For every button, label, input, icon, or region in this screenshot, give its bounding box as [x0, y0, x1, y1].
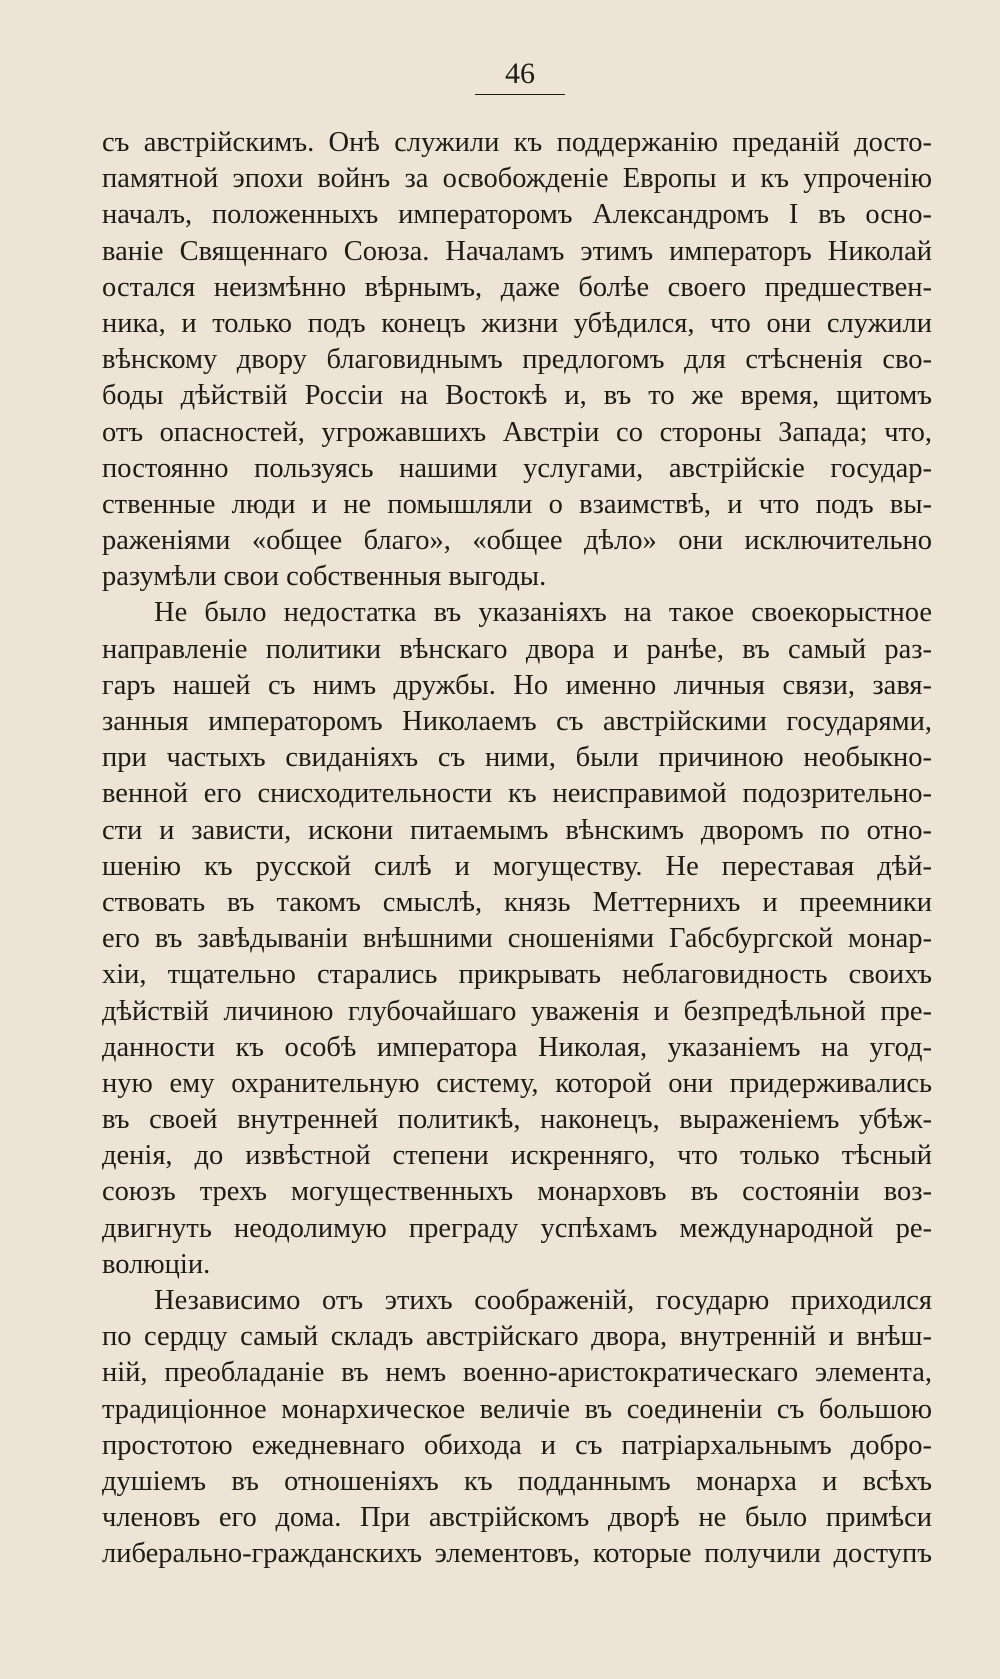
text-line: по сердцу самый складъ австрійскаго двора, внутренній и внѣш- — [102, 1321, 932, 1353]
paragraph-1 — [102, 125, 932, 595]
body-text — [102, 125, 932, 1573]
text-line: сти и зависти, искони питаемымъ вѣнскимъ дворомъ по отно- — [102, 814, 932, 846]
text-line: союзъ трехъ могущественныхъ монарховъ въ состояніи воз- — [102, 1176, 932, 1208]
text-line: гаръ нашей съ нимъ дружбы. Но именно личныя связи, завя- — [102, 669, 932, 701]
text-line: Не было недостатка въ указаніяхъ на такое своекорыстное — [154, 597, 932, 629]
text-line: денія, до извѣстной степени искренняго, что только тѣсный — [102, 1140, 932, 1172]
text-line: ную ему охранительную систему, которой они придерживались — [102, 1067, 932, 1099]
text-line: дѣйствій личиною глубочайшаго уваженія и безпредѣльной пре- — [102, 995, 932, 1027]
page-number: 46 — [475, 56, 565, 95]
text-line: разумѣли свои собственныя выгоды. — [102, 561, 547, 593]
text-line: волюціи. — [102, 1248, 211, 1280]
text-line: направленіе политики вѣнскаго двора и ранѣе, въ самый раз- — [102, 633, 932, 665]
text-line: остался неизмѣнно вѣрнымъ, даже болѣе своего предшествен- — [102, 271, 932, 303]
text-line: данности къ особѣ императора Николая, указаніемъ на угод- — [102, 1031, 932, 1063]
text-line: занныя императоромъ Николаемъ съ австрійскими государями, — [102, 706, 932, 737]
text-line: вѣнскому двору благовиднымъ предлогомъ для стѣсненія сво- — [102, 344, 932, 376]
text-line: членовъ его дома. При австрійскомъ дворѣ не было примѣси — [102, 1502, 932, 1534]
paragraph-3 — [102, 1283, 932, 1573]
text-line: ваніе Священнаго Союза. Началамъ этимъ императоръ Николай — [102, 235, 932, 267]
text-line: простотою ежедневнаго обихода и съ патріархальнымъ добро- — [102, 1429, 932, 1461]
text-line: при частыхъ свиданіяхъ съ ними, были причиною необыкно- — [102, 742, 932, 774]
text-line: постоянно пользуясь нашими услугами, австрійскіе государ- — [102, 452, 932, 484]
text-line: началъ, положенныхъ императоромъ Александромъ I въ осно- — [102, 199, 932, 231]
text-line: шенію къ русской силѣ и могуществу. Не переставая дѣй- — [102, 850, 932, 882]
text-line: ственные люди и не помышляли о взаимствѣ, и что подъ вы- — [102, 488, 932, 520]
text-line: раженіями «общее благо», «общее дѣло» они исключительно — [102, 525, 932, 557]
text-line: ствовать въ такомъ смыслѣ, князь Меттернихъ и преемники — [102, 886, 932, 918]
text-line: двигнуть неодолимую преграду успѣхамъ международной ре- — [102, 1212, 932, 1244]
text-line: боды дѣйствій Россіи на Востокѣ и, въ то же время, щитомъ — [102, 380, 932, 412]
text-line: душіемъ въ отношеніяхъ къ подданнымъ монарха и всѣхъ — [102, 1465, 932, 1497]
text-line: ній, преобладаніе въ немъ военно-аристократическаго элемента, — [102, 1357, 932, 1389]
text-line: отъ опасностей, угрожавшихъ Австріи со стороны Запада; что, — [102, 416, 932, 448]
text-line: хіи, тщательно старались прикрывать неблаговидность своихъ — [102, 959, 932, 991]
text-line: его въ завѣдываніи внѣшними сношеніями Габсбургской монар- — [102, 923, 932, 955]
text-line: памятной эпохи войнъ за освобожденіе Европы и къ упроченію — [102, 163, 932, 195]
text-line: въ своей внутренней политикѣ, наконецъ, выраженіемъ убѣж- — [102, 1104, 932, 1136]
text-line: съ австрійскимъ. Онѣ служили къ поддержанію преданій досто- — [102, 127, 932, 158]
paragraph-2 — [102, 595, 932, 1283]
text-line: либерально-гражданскихъ элементовъ, которые получили доступъ — [102, 1538, 932, 1570]
text-line: Независимо отъ этихъ соображеній, государю приходился — [154, 1285, 932, 1316]
text-line: традиціонное монархическое величіе въ соединеніи съ большою — [102, 1393, 932, 1425]
text-line: венной его снисходительности къ неисправимой подозрительно- — [102, 778, 932, 810]
text-line: ника, и только подъ конецъ жизни убѣдился, что они служили — [102, 307, 932, 339]
